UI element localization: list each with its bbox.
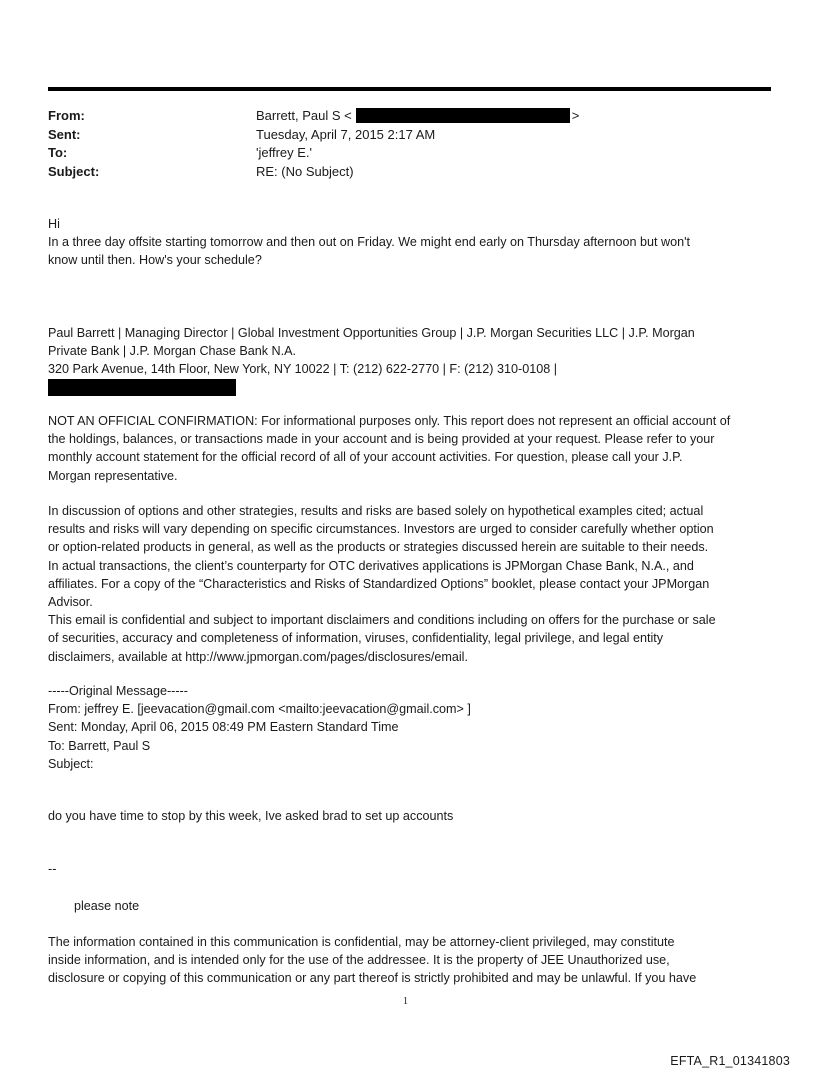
signature-line: Private Bank | J.P. Morgan Chase Bank N.A.: [48, 344, 297, 359]
disclaimer-line: NOT AN OFFICIAL CONFIRMATION: For informational purposes only. This report does not represent an official account of: [48, 414, 731, 428]
from-close: >: [571, 108, 580, 123]
original-from: From: jeffrey E. [jeevacation@gmail.com <mailto:jeevacation@gmail.com> ]: [48, 702, 471, 717]
subject-value: RE: (No Subject): [256, 163, 354, 179]
greeting: Hi: [48, 217, 60, 231]
confidential-line: disclosure or copying of this communication or any part thereof is strictly prohibited and may be unlawful. If you have: [48, 971, 697, 986]
signature: [48, 324, 770, 379]
disclaimer-options: [48, 502, 770, 666]
original-body-line: do you have time to stop by this week, Ive asked brad to set up accounts: [48, 809, 454, 823]
subject-label: Subject:: [48, 163, 100, 179]
disclaimer-line: affiliates. For a copy of the “Characteristics and Risks of Standardized Options” booklet, please contact your JPMorgan: [48, 576, 710, 591]
subject-row: [48, 163, 768, 182]
page-number: 1: [403, 996, 408, 1007]
sent-label: Sent:: [48, 126, 81, 142]
original-to: To: Barrett, Paul S: [48, 738, 151, 753]
to-label: To:: [48, 145, 68, 160]
from-name: Barrett, Paul S <: [256, 108, 352, 123]
from-row: [48, 107, 768, 126]
from-value: [256, 107, 579, 126]
confidential-line: inside information, and is intended only for the use of the addressee. It is the property of JEE Unauthorized use,: [48, 953, 670, 968]
from-label: From:: [48, 108, 85, 123]
header-rule: [48, 87, 771, 91]
sig-separator: [48, 860, 770, 878]
original-sent: Sent: Monday, April 06, 2015 08:49 PM Eastern Standard Time: [48, 720, 399, 735]
document-id: EFTA_R1_01341803: [670, 1054, 790, 1068]
to-value: 'jeffrey E.': [256, 145, 313, 160]
redaction-box: [356, 108, 570, 123]
disclaimer-line: In actual transactions, the client’s counterparty for OTC derivatives applications is JPMorgan Chase Bank, N.A., and: [48, 558, 694, 573]
disclaimer-line: of securities, accuracy and completeness of information, viruses, confidentiality, legal privilege, and legal entity: [48, 631, 664, 646]
confidential-line: The information contained in this communication is confidential, may be attorney-client privileged, may constitute: [48, 935, 675, 949]
sig-separator-text: --: [48, 862, 57, 876]
original-subject: Subject:: [48, 756, 94, 771]
email-header: [48, 107, 768, 181]
disclaimer-line: the holdings, balances, or transactions made in your account and is being provided at your request. Please refer to your: [48, 432, 715, 447]
message-line: know until then. How's your schedule?: [48, 253, 262, 268]
original-message-header: [48, 682, 770, 773]
please-note-text: please note: [74, 899, 140, 913]
disclaimer-line: Morgan representative.: [48, 468, 178, 483]
sent-row: [48, 126, 768, 145]
message-line: In a three day offsite starting tomorrow and then out on Friday. We might end early on Thursday afternoon but won't: [48, 235, 691, 250]
disclaimer-line: monthly account statement for the official record of all of your account activities. For question, please call your J.P.: [48, 450, 683, 465]
to-row: [48, 144, 768, 163]
disclaimer-line: In discussion of options and other strategies, results and risks are based solely on hypothetical examples cited; actual: [48, 504, 704, 518]
original-body: [48, 807, 770, 825]
disclaimer-confirmation: [48, 412, 770, 485]
signature-line: Paul Barrett | Managing Director | Global Investment Opportunities Group | J.P. Morgan Securities LLC | J.P. Morgan: [48, 326, 695, 340]
disclaimer-line: Advisor.: [48, 595, 93, 610]
please-note: [74, 897, 674, 915]
confidentiality-notice: [48, 933, 770, 988]
sent-value: Tuesday, April 7, 2015 2:17 AM: [256, 126, 436, 142]
redaction-box: [48, 379, 236, 396]
disclaimer-line: results and risks will vary depending on specific circumstances. Investors are urged to consider carefully whether option: [48, 522, 714, 537]
disclaimer-line: or option-related products in general, as well as the products or strategies discussed herein are suitable to their needs.: [48, 540, 709, 555]
original-divider: -----Original Message-----: [48, 684, 188, 698]
message-body: [48, 215, 770, 270]
signature-line: 320 Park Avenue, 14th Floor, New York, NY 10022 | T: (212) 622-2770 | F: (212) 310-0108 |: [48, 362, 557, 377]
disclaimer-line: disclaimers, available at http://www.jpmorgan.com/pages/disclosures/email.: [48, 649, 468, 664]
disclaimer-line: This email is confidential and subject to important disclaimers and conditions including on offers for the purchase or sale: [48, 613, 716, 628]
